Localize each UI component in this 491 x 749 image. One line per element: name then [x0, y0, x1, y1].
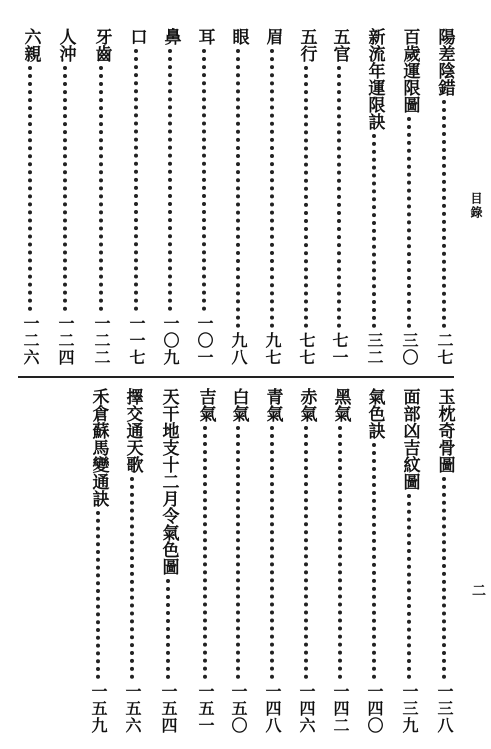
entry-title: 口	[126, 28, 147, 45]
dot-leader	[28, 66, 32, 311]
toc-entry	[294, 388, 318, 734]
entry-title: 耳	[194, 28, 215, 45]
toc-entry	[120, 388, 144, 734]
toc-entry	[432, 388, 456, 734]
dot-leader	[96, 511, 100, 679]
dot-leader	[166, 579, 170, 679]
entry-title: 氣色訣	[364, 388, 385, 439]
dot-leader	[407, 494, 411, 679]
entry-page: 三二	[365, 332, 384, 366]
entry-page: 一四〇	[365, 683, 384, 734]
entry-page: 七七	[297, 332, 316, 366]
toc-entry	[432, 28, 456, 366]
dot-leader	[63, 66, 67, 311]
entry-page: 七一	[330, 332, 349, 366]
dot-leader	[168, 49, 172, 311]
entry-page: 一二六	[21, 315, 40, 366]
entry-title: 陽差陰錯	[434, 28, 455, 96]
toc-entry	[397, 28, 421, 366]
entry-page: 一〇一	[195, 315, 214, 366]
toc-entry	[362, 28, 386, 366]
dot-leader	[270, 49, 274, 328]
entry-page: 九七	[263, 332, 282, 366]
entry-title: 鼻	[160, 28, 181, 45]
entry-title: 擇交通天歌	[122, 388, 143, 473]
entry-page: 九八	[229, 332, 248, 366]
toc-entry	[18, 28, 42, 366]
entry-page: 一四二	[331, 683, 350, 734]
entry-title: 六親	[20, 28, 41, 62]
entry-title: 吉氣	[195, 388, 216, 422]
toc-entry	[193, 388, 217, 734]
dot-leader	[338, 426, 342, 679]
entry-title: 黑氣	[330, 388, 351, 422]
dot-leader	[304, 66, 308, 328]
toc-entry	[89, 28, 113, 366]
dot-leader	[99, 66, 103, 311]
entry-page: 二七	[435, 332, 454, 366]
section-divider	[18, 376, 454, 378]
entry-page: 一五四	[159, 683, 178, 734]
dot-leader	[203, 426, 207, 679]
toc-entry	[124, 28, 148, 366]
entry-title: 青氣	[262, 388, 283, 422]
entry-title: 天干地支十二月令氣色圖	[158, 388, 179, 575]
entry-page: 一四六	[297, 683, 316, 734]
toc-entry	[260, 28, 284, 366]
entry-page: 一五〇	[229, 683, 248, 734]
dot-leader	[202, 49, 206, 311]
entry-page: 一三九	[400, 683, 419, 734]
entry-title: 面部凶吉紋圖	[399, 388, 420, 490]
toc-entry	[328, 388, 352, 734]
entry-title: 禾倉蘇馬變通訣	[88, 388, 109, 507]
entry-page: 一二四	[56, 315, 75, 366]
dot-leader	[236, 49, 240, 328]
toc-entry	[86, 388, 110, 734]
toc-entry	[158, 28, 182, 366]
entry-page: 一五九	[89, 683, 108, 734]
dot-leader	[442, 477, 446, 679]
toc-entry	[53, 28, 77, 366]
page-number: 二	[470, 583, 486, 597]
entry-page: 一一七	[127, 315, 146, 366]
dot-leader	[270, 426, 274, 679]
dot-leader	[304, 426, 308, 679]
toc-entry	[397, 388, 421, 734]
entry-page: 一五六	[123, 683, 142, 734]
entry-title: 玉枕奇骨圖	[434, 388, 455, 473]
dot-leader	[372, 443, 376, 679]
dot-leader	[337, 66, 341, 328]
entry-page: 一二二	[92, 315, 111, 366]
running-header: 目錄	[469, 192, 483, 220]
entry-title: 赤氣	[296, 388, 317, 422]
entry-page: 一〇九	[161, 315, 180, 366]
toc-entry	[226, 388, 250, 734]
toc-entry	[294, 28, 318, 366]
entry-title: 五官	[329, 28, 350, 62]
entry-page: 三〇	[400, 332, 419, 366]
entry-title: 白氣	[228, 388, 249, 422]
entry-page: 一三八	[435, 683, 454, 734]
entry-title: 眉	[262, 28, 283, 45]
toc-entry	[192, 28, 216, 366]
entry-title: 新流年運限訣	[364, 28, 385, 130]
dot-leader	[236, 426, 240, 679]
entry-title: 眼	[228, 28, 249, 45]
entry-title: 人沖	[55, 28, 76, 62]
dot-leader	[130, 477, 134, 679]
entry-title: 百歲運限圖	[399, 28, 420, 113]
toc-entry	[327, 28, 351, 366]
entry-title: 牙齒	[91, 28, 112, 62]
dot-leader	[134, 49, 138, 311]
dot-leader	[372, 134, 376, 328]
dot-leader	[407, 117, 411, 328]
entry-page: 一四八	[263, 683, 282, 734]
entry-title: 五行	[296, 28, 317, 62]
toc-entry	[156, 388, 180, 734]
entry-page: 一五一	[196, 683, 215, 734]
toc-entry	[226, 28, 250, 366]
toc-entry	[260, 388, 284, 734]
toc-entry	[362, 388, 386, 734]
dot-leader	[442, 100, 446, 328]
